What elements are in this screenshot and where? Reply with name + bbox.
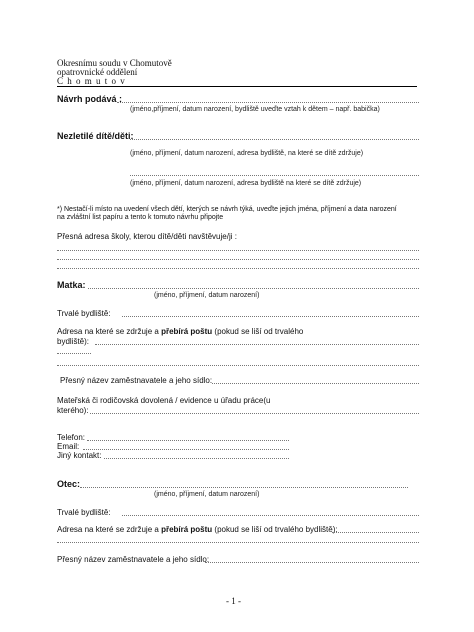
mother-mail-label-2: bydliště): <box>57 337 90 346</box>
father-mail-text-2: (pokud se liší od trvalého bydliště): <box>212 525 338 534</box>
mother-leave-label-1: Mateřská či rodičovská dovolená / evidence u úřadu práce(u <box>57 396 271 405</box>
mother-hint: (jméno, příjmení, datum narození) <box>154 292 260 299</box>
father-residence-field[interactable] <box>122 515 419 516</box>
father-residence-label: Trvalé bydliště: <box>57 508 111 517</box>
father-mail-text-1: Adresa na které se zdržuje a <box>57 525 162 534</box>
mother-employer-label: Přesný název zaměstnavatele a jeho sídlo: <box>60 376 213 385</box>
mother-mail-label <box>57 327 303 336</box>
petitioner-label: Návrh podává : <box>57 94 123 104</box>
mother-mail-field-3[interactable] <box>57 365 419 366</box>
header-rule <box>57 86 417 87</box>
child-2-field[interactable] <box>130 175 419 176</box>
mother-leave-field[interactable] <box>90 413 419 414</box>
school-label: Přesná adresa školy, kterou dítě/děti navštěvuje/ji : <box>57 232 237 241</box>
school-field-3[interactable] <box>57 268 419 269</box>
petitioner-field[interactable] <box>117 102 419 103</box>
note-line-1: *) Nestačí-li místo na uvedení všech dětí, kterých se návrh týká, uveďte jejich jména, příjmení a data narození <box>57 206 397 213</box>
mother-email-label: Email: <box>57 442 80 451</box>
mother-mail-bold: přebírá poštu <box>161 327 213 336</box>
father-employer-field[interactable] <box>205 562 419 563</box>
note-line-2: na zvláštní list papíru a tento k tomuto návrhu připojte <box>57 214 224 221</box>
mother-phone-field[interactable] <box>87 440 289 441</box>
court-department: opatrovnické oddělení <box>57 67 138 77</box>
mother-mail-text-2: (pokud se liší od trvalého <box>212 327 304 336</box>
mother-phone-label: Telefon: <box>57 433 86 442</box>
child-1-hint: (jméno, příjmení, datum narození, adresa bydliště, na které se dítě zdržuje) <box>130 150 364 157</box>
page-number: - 1 - <box>226 596 241 606</box>
father-mail-field-1[interactable] <box>332 532 419 533</box>
mother-name-field[interactable] <box>88 288 419 289</box>
mother-mail-text-1: Adresa na které se zdržuje a <box>57 327 162 336</box>
mother-contact-label: Jiný kontakt: <box>57 451 102 460</box>
mother-mail-field-1[interactable] <box>95 344 419 345</box>
father-mail-label <box>57 525 338 534</box>
mother-label: Matka: <box>57 280 86 290</box>
father-hint: (jméno, příjmení, datum narození) <box>154 491 260 498</box>
school-field-1[interactable] <box>57 250 419 251</box>
mother-email-field[interactable] <box>83 449 289 450</box>
father-label: Otec: <box>57 479 81 489</box>
father-mail-bold: přebírá poštu <box>161 525 213 534</box>
child-1-field[interactable] <box>130 139 419 140</box>
school-field-2[interactable] <box>57 259 419 260</box>
mother-contact-field[interactable] <box>104 458 289 459</box>
court-city: C h o m u t o v <box>57 76 126 86</box>
mother-residence-field[interactable] <box>122 316 419 317</box>
father-employer-label: Přesný název zaměstnavatele a jeho sídlo: <box>57 555 210 564</box>
mother-mail-field-2[interactable] <box>57 353 91 354</box>
mother-employer-field[interactable] <box>212 383 419 384</box>
mother-leave-label-2: kterého): <box>57 406 89 415</box>
court-name: Okresnímu soudu v Chomutově <box>57 58 172 68</box>
children-label: Nezletilé dítě/děti: <box>57 131 134 141</box>
father-name-field[interactable] <box>80 487 408 488</box>
mother-residence-label: Trvalé bydliště: <box>57 309 111 318</box>
petitioner-hint: (jméno,příjmení, datum narození, bydliště uveďte vztah k dětem – např. babička) <box>130 106 380 113</box>
father-mail-field-2[interactable] <box>57 542 419 543</box>
child-2-hint: (jméno, příjmení, datum narození, adresa bydliště na které se dítě zdržuje) <box>130 180 362 187</box>
